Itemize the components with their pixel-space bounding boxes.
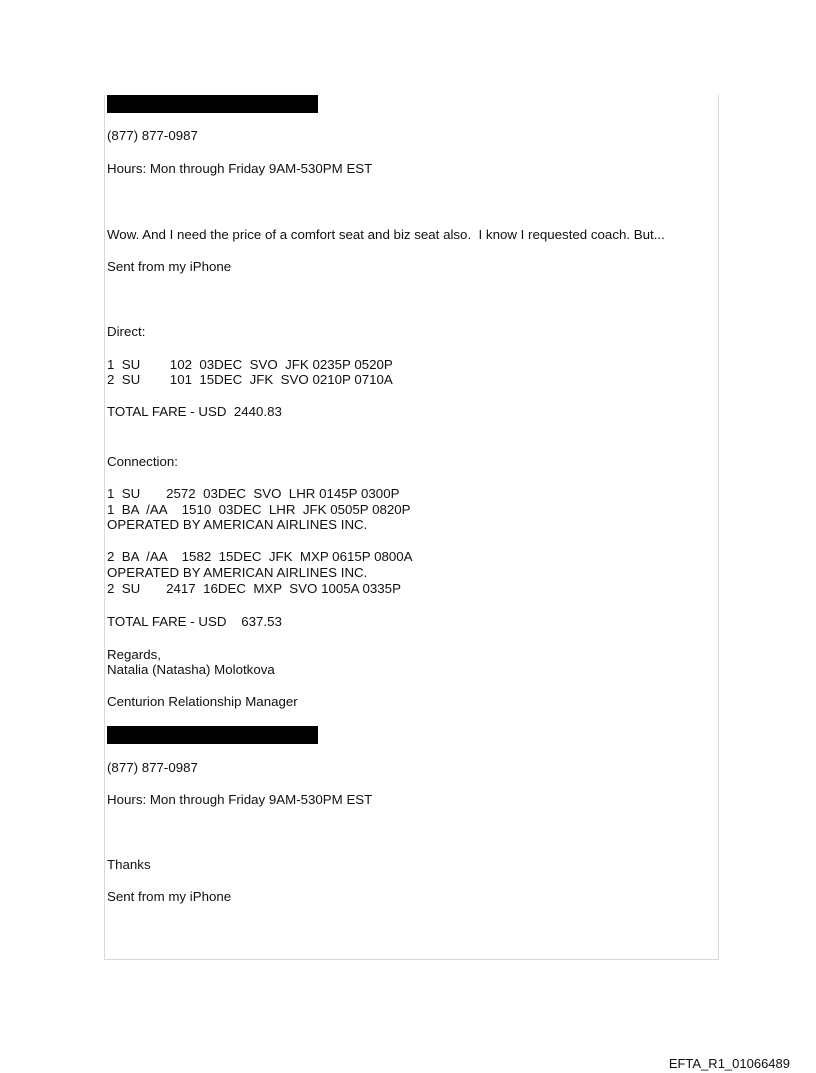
itinerary-row: 2 BA /AA 1582 15DEC JFK MXP 0615P 0800A [107,549,413,564]
thanks-text: Thanks [107,857,151,872]
redaction-bar [107,726,318,744]
total-fare: TOTAL FARE - USD 637.53 [107,614,282,629]
itinerary-row: 1 BA /AA 1510 03DEC LHR JFK 0505P 0820P [107,502,411,517]
itinerary-row: 2 SU 101 15DEC JFK SVO 0210P 0710A [107,372,393,387]
signer-title: Centurion Relationship Manager [107,694,298,709]
message-text: Wow. And I need the price of a comfort seat and biz seat also. I know I requested coach. But... [107,227,665,242]
regards-text: Regards, [107,647,161,662]
document-id: EFTA_R1_01066489 [668,1056,790,1071]
hours-text: Hours: Mon through Friday 9AM-530PM EST [107,792,373,807]
operated-by-text: OPERATED BY AMERICAN AIRLINES INC. [107,565,368,580]
sent-from-iphone: Sent from my iPhone [107,259,232,274]
phone-number: (877) 877-0987 [107,760,198,775]
operated-by-text: OPERATED BY AMERICAN AIRLINES INC. [107,517,368,532]
signer-name: Natalia (Natasha) Molotkova [107,662,275,677]
itinerary-row: 2 SU 2417 16DEC MXP SVO 1005A 0335P [107,581,401,596]
itinerary-row: 1 SU 102 03DEC SVO JFK 0235P 0520P [107,357,393,372]
total-fare: TOTAL FARE - USD 2440.83 [107,404,282,419]
redaction-bar [107,95,318,113]
connection-heading: Connection: [107,454,178,469]
hours-text: Hours: Mon through Friday 9AM-530PM EST [107,161,373,176]
phone-number: (877) 877-0987 [107,128,198,143]
itinerary-row: 1 SU 2572 03DEC SVO LHR 0145P 0300P [107,486,400,501]
sent-from-iphone: Sent from my iPhone [107,889,232,904]
direct-heading: Direct: [107,324,146,339]
